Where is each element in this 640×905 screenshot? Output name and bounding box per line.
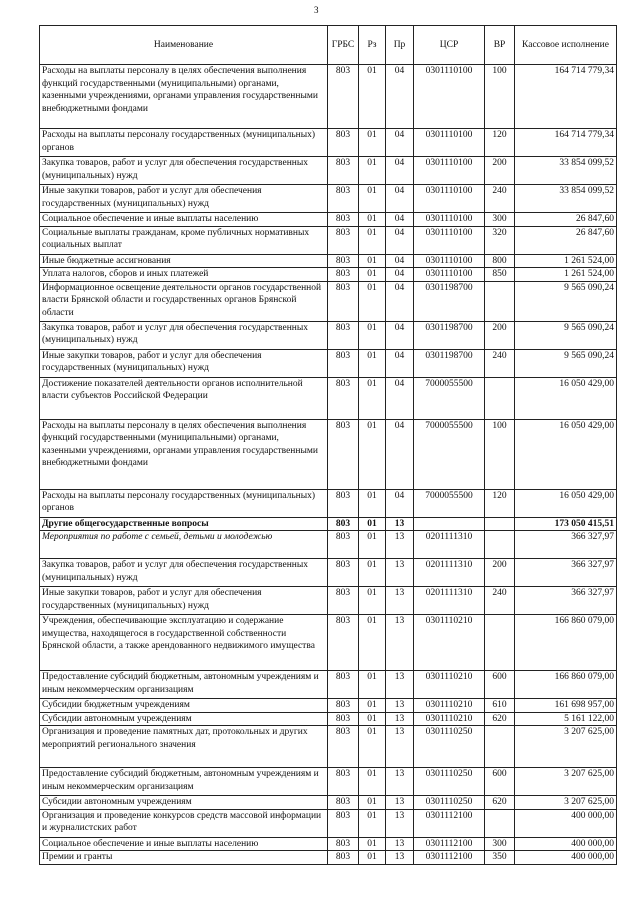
row-amount-cell: 400 000,00 <box>515 851 617 865</box>
row-rz-cell: 01 <box>359 796 386 810</box>
row-grbs-cell: 803 <box>328 712 359 726</box>
row-name-cell: Предоставление субсидий бюджетным, автономным учреждениям и иным некоммерческим организациям <box>40 671 328 699</box>
row-rz-cell: 01 <box>359 281 386 321</box>
row-rz-cell: 01 <box>359 419 386 489</box>
row-rz-cell: 01 <box>359 65 386 129</box>
row-grbs-cell: 803 <box>328 268 359 282</box>
row-amount-cell: 26 847,60 <box>515 213 617 227</box>
row-amount-cell: 16 050 429,00 <box>515 419 617 489</box>
row-csr-cell: 0201111310 <box>414 531 485 559</box>
table-row <box>40 517 617 531</box>
row-grbs-cell: 803 <box>328 768 359 796</box>
row-vr-cell: 620 <box>485 712 515 726</box>
row-pr-cell: 13 <box>386 531 414 559</box>
row-pr-cell: 13 <box>386 699 414 713</box>
row-name-cell: Другие общегосударственные вопросы <box>40 517 328 531</box>
row-pr-cell: 13 <box>386 587 414 615</box>
row-name-cell: Расходы на выплаты персоналу в целях обеспечения выполнения функций государственными (муниципальными) органами, казенными учреждениями, органами управления государственными внебюджетными фондами <box>40 65 328 129</box>
row-amount-cell: 3 207 625,00 <box>515 768 617 796</box>
row-grbs-cell: 803 <box>328 349 359 377</box>
row-vr-cell: 120 <box>485 489 515 517</box>
row-grbs-cell: 803 <box>328 254 359 268</box>
row-name-cell: Иные закупки товаров, работ и услуг для обеспечения государственных (муниципальных) нужд <box>40 349 328 377</box>
table-row <box>40 321 617 349</box>
row-pr-cell: 13 <box>386 517 414 531</box>
row-name-cell: Предоставление субсидий бюджетным, автономным учреждениям и иным некоммерческим организациям <box>40 768 328 796</box>
row-grbs-cell: 803 <box>328 213 359 227</box>
row-csr-cell: 7000055500 <box>414 377 485 419</box>
row-csr-cell: 0201111310 <box>414 559 485 587</box>
table-row <box>40 726 617 768</box>
row-vr-cell <box>485 517 515 531</box>
row-rz-cell: 01 <box>359 349 386 377</box>
table-row <box>40 559 617 587</box>
row-csr-cell: 0301110210 <box>414 615 485 671</box>
row-vr-cell: 100 <box>485 65 515 129</box>
row-vr-cell: 300 <box>485 837 515 851</box>
row-csr-cell: 0301110210 <box>414 712 485 726</box>
row-csr-cell: 0301110250 <box>414 768 485 796</box>
row-csr-cell: 0301110210 <box>414 699 485 713</box>
row-amount-cell: 366 327,97 <box>515 531 617 559</box>
row-pr-cell: 13 <box>386 837 414 851</box>
row-pr-cell: 04 <box>386 129 414 157</box>
table-row <box>40 65 617 129</box>
table-row <box>40 712 617 726</box>
row-vr-cell: 200 <box>485 321 515 349</box>
row-grbs-cell: 803 <box>328 129 359 157</box>
row-amount-cell: 173 050 415,51 <box>515 517 617 531</box>
row-grbs-cell: 803 <box>328 489 359 517</box>
row-grbs-cell: 803 <box>328 837 359 851</box>
row-name-cell: Достижение показателей деятельности органов исполнительной власти субъектов Российской Федерации <box>40 377 328 419</box>
row-rz-cell: 01 <box>359 837 386 851</box>
row-vr-cell: 300 <box>485 213 515 227</box>
row-name-cell: Расходы на выплаты персоналу государственных (муниципальных) органов <box>40 489 328 517</box>
row-rz-cell: 01 <box>359 157 386 185</box>
table-row <box>40 268 617 282</box>
row-rz-cell: 01 <box>359 768 386 796</box>
row-rz-cell: 01 <box>359 559 386 587</box>
row-csr-cell: 0301198700 <box>414 349 485 377</box>
col-header-amount: Кассовое исполнение <box>515 26 617 65</box>
row-grbs-cell: 803 <box>328 587 359 615</box>
row-name-cell: Социальное обеспечение и иные выплаты населению <box>40 213 328 227</box>
row-amount-cell: 400 000,00 <box>515 809 617 837</box>
row-amount-cell: 3 207 625,00 <box>515 726 617 768</box>
row-csr-cell: 0301110210 <box>414 671 485 699</box>
table-row <box>40 377 617 419</box>
row-vr-cell: 610 <box>485 699 515 713</box>
row-amount-cell: 16 050 429,00 <box>515 377 617 419</box>
row-pr-cell: 04 <box>386 349 414 377</box>
col-header-name: Наименование <box>40 26 328 65</box>
table-row <box>40 768 617 796</box>
row-amount-cell: 164 714 779,34 <box>515 129 617 157</box>
row-grbs-cell: 803 <box>328 796 359 810</box>
row-name-cell: Закупка товаров, работ и услуг для обеспечения государственных (муниципальных) нужд <box>40 157 328 185</box>
row-pr-cell: 13 <box>386 712 414 726</box>
table-row <box>40 671 617 699</box>
row-rz-cell: 01 <box>359 489 386 517</box>
row-name-cell: Расходы на выплаты персоналу в целях обеспечения выполнения функций государственными (муниципальными) органами, казенными учреждениями, органами управления государственными внебюджетными фондами <box>40 419 328 489</box>
row-vr-cell <box>485 281 515 321</box>
row-pr-cell: 04 <box>386 489 414 517</box>
table-row <box>40 587 617 615</box>
row-rz-cell: 01 <box>359 851 386 865</box>
row-rz-cell: 01 <box>359 712 386 726</box>
table-row <box>40 157 617 185</box>
table-row <box>40 349 617 377</box>
row-grbs-cell: 803 <box>328 157 359 185</box>
row-vr-cell: 850 <box>485 268 515 282</box>
row-csr-cell: 0301110100 <box>414 254 485 268</box>
row-vr-cell: 240 <box>485 185 515 213</box>
row-name-cell: Уплата налогов, сборов и иных платежей <box>40 268 328 282</box>
row-name-cell: Социальное обеспечение и иные выплаты населению <box>40 837 328 851</box>
table-row <box>40 419 617 489</box>
row-vr-cell: 350 <box>485 851 515 865</box>
row-name-cell: Субсидии бюджетным учреждениям <box>40 699 328 713</box>
row-pr-cell: 04 <box>386 213 414 227</box>
row-pr-cell: 13 <box>386 615 414 671</box>
row-name-cell: Субсидии автономным учреждениям <box>40 712 328 726</box>
row-amount-cell: 166 860 079,00 <box>515 671 617 699</box>
row-grbs-cell: 803 <box>328 419 359 489</box>
col-header-vr: ВР <box>485 26 515 65</box>
row-grbs-cell: 803 <box>328 559 359 587</box>
row-grbs-cell: 803 <box>328 517 359 531</box>
row-pr-cell: 13 <box>386 671 414 699</box>
row-csr-cell: 7000055500 <box>414 489 485 517</box>
row-vr-cell: 200 <box>485 157 515 185</box>
row-grbs-cell: 803 <box>328 809 359 837</box>
row-rz-cell: 01 <box>359 321 386 349</box>
row-amount-cell: 9 565 090,24 <box>515 349 617 377</box>
row-grbs-cell: 803 <box>328 321 359 349</box>
row-csr-cell: 0301110100 <box>414 65 485 129</box>
row-amount-cell: 1 261 524,00 <box>515 268 617 282</box>
row-name-cell: Мероприятия по работе с семьей, детьми и молодежью <box>40 531 328 559</box>
row-rz-cell: 01 <box>359 213 386 227</box>
row-grbs-cell: 803 <box>328 851 359 865</box>
row-name-cell: Расходы на выплаты персоналу государственных (муниципальных) органов <box>40 129 328 157</box>
row-rz-cell: 01 <box>359 254 386 268</box>
row-amount-cell: 5 161 122,00 <box>515 712 617 726</box>
row-rz-cell: 01 <box>359 226 386 254</box>
row-rz-cell: 01 <box>359 377 386 419</box>
row-amount-cell: 400 000,00 <box>515 837 617 851</box>
row-amount-cell: 26 847,60 <box>515 226 617 254</box>
row-pr-cell: 13 <box>386 851 414 865</box>
row-pr-cell: 13 <box>386 726 414 768</box>
table-row <box>40 489 617 517</box>
row-csr-cell: 0301112100 <box>414 837 485 851</box>
row-rz-cell: 01 <box>359 726 386 768</box>
row-pr-cell: 13 <box>386 768 414 796</box>
row-csr-cell: 0301110100 <box>414 129 485 157</box>
table-header-row <box>40 26 617 65</box>
row-vr-cell <box>485 377 515 419</box>
row-rz-cell: 01 <box>359 531 386 559</box>
row-grbs-cell: 803 <box>328 726 359 768</box>
row-csr-cell: 0201111310 <box>414 587 485 615</box>
row-rz-cell: 01 <box>359 129 386 157</box>
row-rz-cell: 01 <box>359 268 386 282</box>
row-csr-cell: 0301110100 <box>414 157 485 185</box>
table-row <box>40 129 617 157</box>
row-rz-cell: 01 <box>359 615 386 671</box>
row-name-cell: Иные бюджетные ассигнования <box>40 254 328 268</box>
row-grbs-cell: 803 <box>328 65 359 129</box>
row-vr-cell <box>485 531 515 559</box>
page-number: 3 <box>314 5 319 15</box>
table-body <box>40 65 617 865</box>
row-csr-cell: 0301112100 <box>414 851 485 865</box>
row-csr-cell: 0301110100 <box>414 226 485 254</box>
row-pr-cell: 04 <box>386 321 414 349</box>
row-csr-cell <box>414 517 485 531</box>
row-pr-cell: 13 <box>386 809 414 837</box>
row-vr-cell: 600 <box>485 768 515 796</box>
row-pr-cell: 04 <box>386 185 414 213</box>
row-vr-cell: 320 <box>485 226 515 254</box>
row-csr-cell: 0301112100 <box>414 809 485 837</box>
row-grbs-cell: 803 <box>328 185 359 213</box>
row-name-cell: Иные закупки товаров, работ и услуг для обеспечения государственных (муниципальных) нужд <box>40 587 328 615</box>
row-pr-cell: 04 <box>386 254 414 268</box>
row-name-cell: Организация и проведение памятных дат, протокольных и других мероприятий регионального значения <box>40 726 328 768</box>
row-pr-cell: 04 <box>386 419 414 489</box>
row-csr-cell: 7000055500 <box>414 419 485 489</box>
row-vr-cell <box>485 726 515 768</box>
row-csr-cell: 0301110100 <box>414 185 485 213</box>
row-amount-cell: 16 050 429,00 <box>515 489 617 517</box>
row-csr-cell: 0301198700 <box>414 321 485 349</box>
row-rz-cell: 01 <box>359 809 386 837</box>
col-header-csr: ЦСР <box>414 26 485 65</box>
table-row <box>40 254 617 268</box>
row-pr-cell: 04 <box>386 157 414 185</box>
row-name-cell: Социальные выплаты гражданам, кроме публичных нормативных социальных выплат <box>40 226 328 254</box>
row-vr-cell: 120 <box>485 129 515 157</box>
table-row <box>40 837 617 851</box>
row-grbs-cell: 803 <box>328 377 359 419</box>
row-pr-cell: 13 <box>386 796 414 810</box>
row-amount-cell: 9 565 090,24 <box>515 321 617 349</box>
row-name-cell: Иные закупки товаров, работ и услуг для обеспечения государственных (муниципальных) нужд <box>40 185 328 213</box>
row-grbs-cell: 803 <box>328 226 359 254</box>
table-row <box>40 281 617 321</box>
table-row <box>40 226 617 254</box>
col-header-grbs: ГРБС <box>328 26 359 65</box>
row-csr-cell: 0301198700 <box>414 281 485 321</box>
row-grbs-cell: 803 <box>328 671 359 699</box>
table-row <box>40 531 617 559</box>
row-grbs-cell: 803 <box>328 281 359 321</box>
row-rz-cell: 01 <box>359 185 386 213</box>
table-row <box>40 615 617 671</box>
row-amount-cell: 161 698 957,00 <box>515 699 617 713</box>
table-row <box>40 796 617 810</box>
row-rz-cell: 01 <box>359 699 386 713</box>
col-header-rz: Рз <box>359 26 386 65</box>
budget-execution-table <box>39 25 617 865</box>
row-name-cell: Информационное освещение деятельности органов государственной власти Брянской области и государственных органов Брянской области <box>40 281 328 321</box>
row-grbs-cell: 803 <box>328 531 359 559</box>
col-header-pr: Пр <box>386 26 414 65</box>
row-pr-cell: 04 <box>386 268 414 282</box>
row-csr-cell: 0301110250 <box>414 796 485 810</box>
row-name-cell: Организация и проведение конкурсов средств массовой информации и журналистских работ <box>40 809 328 837</box>
row-grbs-cell: 803 <box>328 615 359 671</box>
row-rz-cell: 01 <box>359 671 386 699</box>
row-grbs-cell: 803 <box>328 699 359 713</box>
row-name-cell: Закупка товаров, работ и услуг для обеспечения государственных (муниципальных) нужд <box>40 559 328 587</box>
row-vr-cell: 800 <box>485 254 515 268</box>
row-vr-cell: 240 <box>485 587 515 615</box>
row-name-cell: Субсидии автономным учреждениям <box>40 796 328 810</box>
row-vr-cell <box>485 809 515 837</box>
row-amount-cell: 166 860 079,00 <box>515 615 617 671</box>
row-vr-cell: 620 <box>485 796 515 810</box>
table-row <box>40 851 617 865</box>
table-row <box>40 699 617 713</box>
row-amount-cell: 1 261 524,00 <box>515 254 617 268</box>
row-pr-cell: 04 <box>386 65 414 129</box>
table-row <box>40 809 617 837</box>
row-amount-cell: 33 854 099,52 <box>515 185 617 213</box>
row-amount-cell: 9 565 090,24 <box>515 281 617 321</box>
row-amount-cell: 366 327,97 <box>515 587 617 615</box>
row-csr-cell: 0301110100 <box>414 213 485 227</box>
row-csr-cell: 0301110100 <box>414 268 485 282</box>
row-vr-cell: 600 <box>485 671 515 699</box>
table-row <box>40 185 617 213</box>
row-name-cell: Учреждения, обеспечивающие эксплуатацию и содержание имущества, находящегося в государственной собственности Брянской области, а также арендованного недвижимого имущества <box>40 615 328 671</box>
row-vr-cell: 200 <box>485 559 515 587</box>
row-pr-cell: 04 <box>386 377 414 419</box>
row-rz-cell: 01 <box>359 587 386 615</box>
row-amount-cell: 33 854 099,52 <box>515 157 617 185</box>
row-name-cell: Закупка товаров, работ и услуг для обеспечения государственных (муниципальных) нужд <box>40 321 328 349</box>
table-row <box>40 213 617 227</box>
row-vr-cell: 100 <box>485 419 515 489</box>
row-csr-cell: 0301110250 <box>414 726 485 768</box>
row-pr-cell: 04 <box>386 226 414 254</box>
row-pr-cell: 04 <box>386 281 414 321</box>
row-vr-cell: 240 <box>485 349 515 377</box>
row-pr-cell: 13 <box>386 559 414 587</box>
row-name-cell: Премии и гранты <box>40 851 328 865</box>
row-rz-cell: 01 <box>359 517 386 531</box>
row-amount-cell: 366 327,97 <box>515 559 617 587</box>
row-amount-cell: 3 207 625,00 <box>515 796 617 810</box>
row-vr-cell <box>485 615 515 671</box>
row-amount-cell: 164 714 779,34 <box>515 65 617 129</box>
